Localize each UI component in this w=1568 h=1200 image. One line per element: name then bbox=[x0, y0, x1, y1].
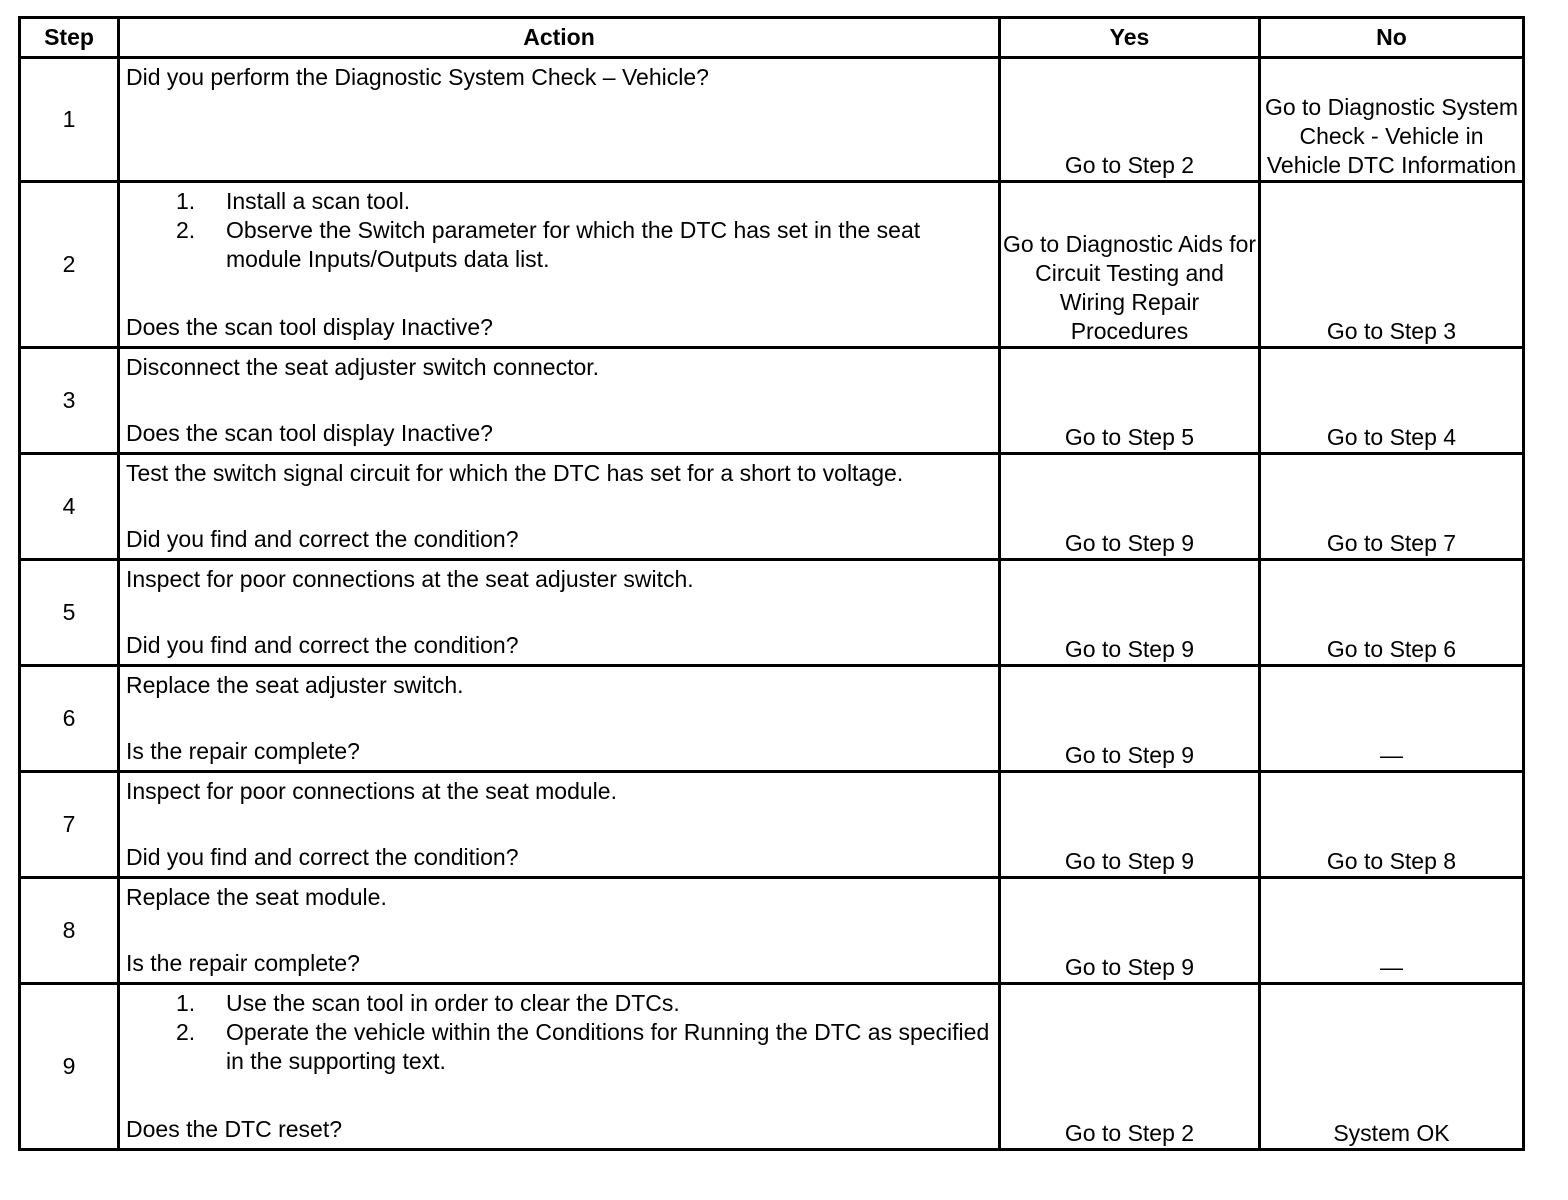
action-item-text: Use the scan tool in order to clear the DTCs. bbox=[226, 990, 680, 1016]
yes-result: Go to Step 5 bbox=[1000, 348, 1260, 454]
action-item-text: Observe the Switch parameter for which the DTC has set in the seat module Inputs/Outputs data list. bbox=[226, 217, 921, 272]
action-content bbox=[120, 773, 998, 876]
action-text: Disconnect the seat adjuster switch connector. bbox=[126, 354, 600, 380]
action-content bbox=[120, 183, 998, 346]
action-text: Did you perform the Diagnostic System Check – Vehicle? bbox=[126, 64, 709, 90]
no-result: Go to Diagnostic System Check - Vehicle in Vehicle DTC Information bbox=[1260, 58, 1524, 182]
action-question: Did you find and correct the condition? bbox=[126, 632, 519, 658]
header-yes: Yes bbox=[1000, 18, 1260, 58]
yes-result: Go to Step 9 bbox=[1000, 772, 1260, 878]
no-result: Go to Step 3 bbox=[1260, 182, 1524, 348]
yes-result: Go to Step 9 bbox=[1000, 666, 1260, 772]
yes-result: Go to Step 9 bbox=[1000, 878, 1260, 984]
diagnostic-table bbox=[18, 16, 1525, 1151]
action-list-item bbox=[126, 989, 992, 1018]
action-cell bbox=[119, 182, 1000, 348]
action-content bbox=[120, 561, 998, 664]
action-question: Does the scan tool display Inactive? bbox=[126, 314, 493, 340]
table-row bbox=[20, 772, 1524, 878]
table-row bbox=[20, 666, 1524, 772]
step-number: 2 bbox=[20, 182, 119, 348]
table-row bbox=[20, 348, 1524, 454]
yes-result: Go to Step 2 bbox=[1000, 984, 1260, 1150]
step-number: 4 bbox=[20, 454, 119, 560]
action-content bbox=[120, 879, 998, 982]
action-cell bbox=[119, 560, 1000, 666]
action-cell bbox=[119, 666, 1000, 772]
action-text: Inspect for poor connections at the seat module. bbox=[126, 778, 617, 804]
step-number: 5 bbox=[20, 560, 119, 666]
action-list bbox=[126, 989, 992, 1076]
action-content bbox=[120, 59, 998, 180]
action-cell bbox=[119, 58, 1000, 182]
table-row bbox=[20, 984, 1524, 1150]
header-no: No bbox=[1260, 18, 1524, 58]
action-cell bbox=[119, 348, 1000, 454]
step-number: 3 bbox=[20, 348, 119, 454]
action-question: Did you find and correct the condition? bbox=[126, 526, 519, 552]
no-result: Go to Step 8 bbox=[1260, 772, 1524, 878]
action-cell bbox=[119, 454, 1000, 560]
action-list-item bbox=[126, 187, 992, 216]
no-result: System OK bbox=[1260, 984, 1524, 1150]
no-result: Go to Step 4 bbox=[1260, 348, 1524, 454]
step-number: 7 bbox=[20, 772, 119, 878]
yes-result: Go to Step 2 bbox=[1000, 58, 1260, 182]
action-item-text: Install a scan tool. bbox=[226, 188, 411, 214]
action-item-number: 1. bbox=[176, 990, 196, 1016]
step-number: 6 bbox=[20, 666, 119, 772]
action-content bbox=[120, 455, 998, 558]
yes-result: Go to Diagnostic Aids for Circuit Testing and Wiring Repair Procedures bbox=[1000, 182, 1260, 348]
step-number: 8 bbox=[20, 878, 119, 984]
action-content bbox=[120, 349, 998, 452]
action-question: Does the DTC reset? bbox=[126, 1116, 343, 1142]
table-row bbox=[20, 182, 1524, 348]
action-text: Inspect for poor connections at the seat adjuster switch. bbox=[126, 566, 694, 592]
action-text: Replace the seat adjuster switch. bbox=[126, 672, 464, 698]
action-question: Is the repair complete? bbox=[126, 950, 360, 976]
action-item-text: Operate the vehicle within the Conditions for Running the DTC as specified in the supporting text. bbox=[226, 1019, 990, 1074]
table-row bbox=[20, 454, 1524, 560]
action-text: Replace the seat module. bbox=[126, 884, 387, 910]
action-text: Test the switch signal circuit for which the DTC has set for a short to voltage. bbox=[126, 460, 904, 486]
header-action: Action bbox=[119, 18, 1000, 58]
action-cell bbox=[119, 984, 1000, 1150]
action-cell bbox=[119, 772, 1000, 878]
action-question: Is the repair complete? bbox=[126, 738, 360, 764]
step-number: 9 bbox=[20, 984, 119, 1150]
yes-result: Go to Step 9 bbox=[1000, 454, 1260, 560]
header-row bbox=[20, 18, 1524, 58]
action-question: Did you find and correct the condition? bbox=[126, 844, 519, 870]
header-step: Step bbox=[20, 18, 119, 58]
action-list-item bbox=[126, 1018, 992, 1076]
no-result: — bbox=[1260, 878, 1524, 984]
no-result: — bbox=[1260, 666, 1524, 772]
action-question: Does the scan tool display Inactive? bbox=[126, 420, 493, 446]
no-result: Go to Step 6 bbox=[1260, 560, 1524, 666]
no-result: Go to Step 7 bbox=[1260, 454, 1524, 560]
action-content bbox=[120, 985, 998, 1148]
table-row bbox=[20, 560, 1524, 666]
action-item-number: 2. bbox=[176, 217, 196, 243]
action-cell bbox=[119, 878, 1000, 984]
action-item-number: 1. bbox=[176, 188, 196, 214]
action-item-number: 2. bbox=[176, 1019, 196, 1045]
table-row bbox=[20, 878, 1524, 984]
action-list bbox=[126, 187, 992, 274]
action-content bbox=[120, 667, 998, 770]
action-list-item bbox=[126, 216, 992, 274]
yes-result: Go to Step 9 bbox=[1000, 560, 1260, 666]
table-row bbox=[20, 58, 1524, 182]
step-number: 1 bbox=[20, 58, 119, 182]
